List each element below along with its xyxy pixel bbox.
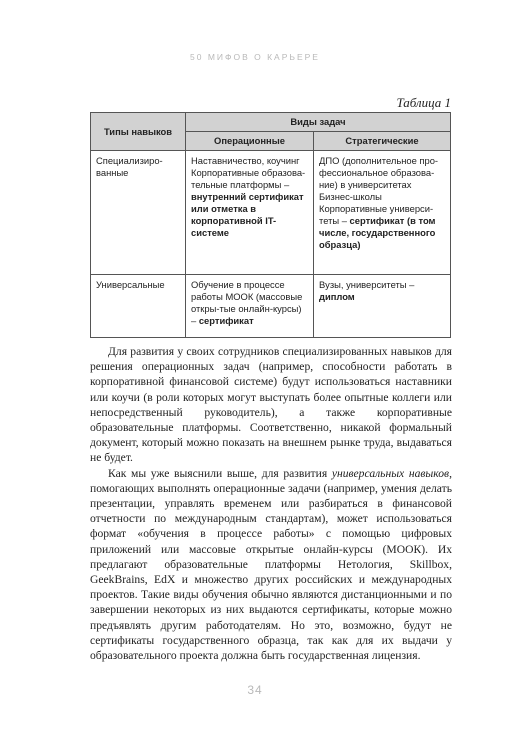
cell-strategic [314, 275, 451, 338]
page-number: 34 [247, 683, 263, 697]
header-strategic: Стратегические [314, 132, 451, 151]
cell-text: ДПО (дополнительное про-фессиональное образова-ние) в университетах Бизнес-школы Корпоративные универси-теты – [319, 155, 439, 226]
body-text [90, 344, 452, 663]
cell-skill-type: Специализиро-ванные [91, 151, 186, 275]
header-operational: Операционные [186, 132, 314, 151]
skills-table [90, 112, 451, 338]
header-task-types: Виды задач [186, 113, 451, 132]
cell-operational [186, 151, 314, 275]
cell-bold-text: внутренний сертификат или отметка в корпоративной IT-системе [191, 191, 304, 238]
cell-skill-type: Универсальные [91, 275, 186, 338]
paragraph: Для развития у своих сотрудников специализированных навыков для решения операционных задач (например, способности работать в корпоративной финансовой системе) будут использоваться наставники или коучи (в роли которых могут выступать более опытные коллеги или непосредственный руководитель), а также корпоративные образовательные платформы. Соответственно, никакой формальный документ, который можно показать на внешнем рынке труда, выдаваться не будет. [90, 345, 452, 465]
paragraph-text: Как мы уже выяснили выше, для развития [108, 466, 332, 480]
cell-text: Обучение в процессе работы МООК (массовые откры-тые онлайн-курсы) – [191, 279, 303, 326]
running-head: 50 МИФОВ О КАРЬЕРЕ [190, 52, 320, 62]
table-header-row [91, 113, 451, 132]
paragraph-italic-text: универсальных навыков [331, 466, 450, 480]
cell-text: Наставничество, коучинг Корпоративные образова-тельные платформы – [191, 155, 306, 190]
cell-operational [186, 275, 314, 338]
header-skill-types: Типы навыков [91, 113, 186, 151]
paragraph [90, 466, 452, 664]
cell-text: Вузы, университеты – [319, 279, 415, 290]
cell-bold-text: сертификат (в том числе, государственного образца) [319, 215, 436, 250]
cell-bold-text: сертификат [198, 315, 254, 326]
paragraph-text: , помогающих выполнять операционные задачи (например, умения делать презентации, управлять временем или разбираться в финансовой отчетности по международным стандартам), может использоваться формат «обучения в процессе работы» с помощью цифровых приложений или массовые открытые онлайн-курсы (МООК). Их предлагают образовательные платформы Нетология, Skillbox, GeekBrains, EdX и множество других российских и международных проектов. Такие виды обучения обычно являются дистанционными и по завершении некоторых из них выдаются сертификаты, которые можно предъявлять другим работодателям. Но это, возможно, будут не сертификаты государственного образца, так как для их выдачи у образовательного проекта должна быть государственная лицензия. [90, 466, 452, 663]
table-caption: Таблица 1 [396, 95, 451, 110]
table-row [91, 275, 451, 338]
cell-bold-text: диплом [319, 291, 355, 302]
cell-strategic [314, 151, 451, 275]
table-row [91, 151, 451, 275]
